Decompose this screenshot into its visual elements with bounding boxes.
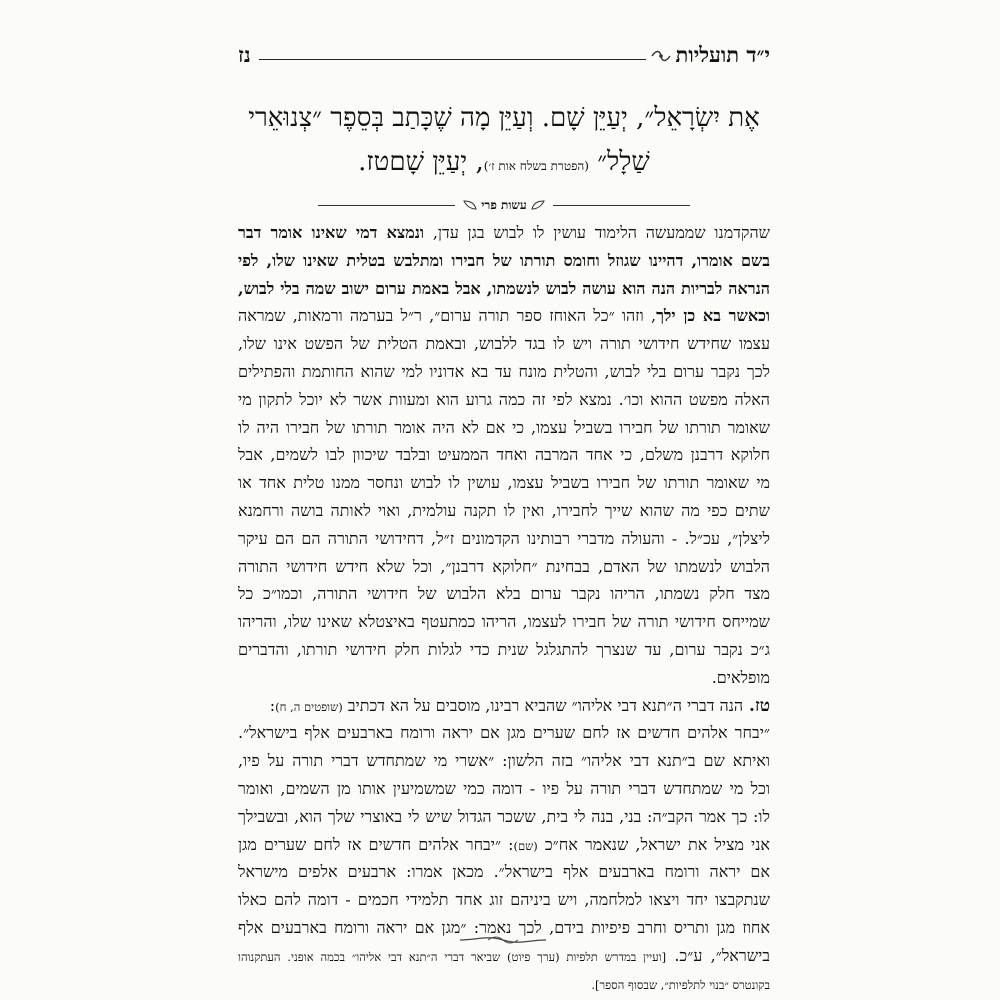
text-line (238, 858, 770, 886)
text-line (238, 692, 770, 720)
divider-rule-left (318, 205, 455, 206)
divider-label: עשות פרי (481, 197, 527, 212)
text-line (238, 608, 770, 636)
text-line (238, 664, 770, 692)
text-segment: שתים כפי מה שהוא שייך לחבירו, ואין לו תקנה עולמית, ואוי לאותה בושה ורחמנא (238, 500, 770, 520)
text-segment: בישראל״, ע״כ. (666, 945, 770, 965)
text-line (238, 886, 770, 914)
text-line (238, 553, 770, 581)
bottom-ornament-icon (458, 933, 548, 947)
text-segment: ג״כ נקבר ערום, עד שנצרך להתגלגל שנית כדי לגלות חלק חידושי תורתו, והדברים (238, 639, 770, 659)
text-segment: ונמצא דמי שאינו אומר דבר (238, 223, 425, 242)
text-segment: אם יראה ורומח בארבעים אלף בישראל״. מכאן אמרו: ארבעים אלפים מישראל (238, 862, 770, 882)
text-segment: שהקדמנו שממעשה הלימוד עושין לו לבוש בגן עדן, (424, 223, 770, 242)
text-line (238, 719, 770, 747)
text-line (238, 525, 770, 553)
text-line (238, 831, 770, 859)
text-segment: וכל מי שמתחדש דברי תורה על פיו - דומה כמי שמשמיעין אותו מן השמים, ואומר (238, 778, 770, 798)
text-segment: עצמו שחידש חידושי תורה ויש לו בגד ללבוש, ובאמת הטלית של הפשט אינו שלו, (238, 334, 770, 354)
text-line (238, 970, 770, 998)
source-reference: [ועיין במדרש תלפיות (ערך פיוט) שביאר דברי ה״תנא דבי אליהו״ בכמה אופני. העתקנוהו (238, 949, 667, 964)
text-segment: לו: כך אמר הקב״ה: בני, בנה לי בית, ששכר הגדול שיש לי באוצרי שלך הוא, ובשבילך (238, 806, 770, 826)
quote-source-reference: (הפטרת בשלח אות ז׳) (483, 159, 589, 173)
quote-line-1: אֶת יִשְׂרָאֵל״, יְעַיֵּן שָׁם. וְעַיֵּן מָה שֶׁכָּתַב בְּסֵפֶר ״צְנוּאֵרי (248, 103, 760, 133)
text-segment: האלה מפשט ההוא וכו׳. נמצא לפי זה כמה גרוע הוא ומעוות אשר לא יוכל לתקון מי (238, 389, 770, 409)
text-segment: הנראה לבריות הנה הוא עושה לבוש לנשמתו, אבל באמת ערום ישוב שמה בלי לבוש, (238, 278, 770, 298)
quote-line-2-main: שַׁלָל״ (597, 147, 650, 177)
divider-rule-right (553, 205, 690, 206)
text-segment: הנה דברי ה״תנא דבי אליהו״ שהביא רבינו, מוסבים על הא דכתיב (342, 695, 744, 715)
section-number: טז. (743, 695, 770, 716)
section-divider (318, 196, 690, 214)
text-line (238, 414, 770, 442)
text-line (238, 803, 770, 831)
running-header (238, 38, 770, 68)
quote-line-2 (238, 140, 770, 188)
text-segment: מופלאים. (711, 667, 770, 687)
text-line (238, 219, 770, 247)
text-line (238, 636, 770, 664)
text-line (238, 747, 770, 775)
text-segment: ליצלן״, עכ״ל. - והעולה מדברי רבותינו הקדמונים ז״ל, דחידושי התורה הם הם עיקר (238, 528, 770, 548)
text-line (238, 580, 770, 608)
text-segment: וכאשר בא כן ילך (656, 306, 770, 326)
text-segment: הלבוש לנשמתו של האדם, בבחינת ״חלוקא דרבנן״, וכל שלא חידש חידושי התורה (238, 556, 770, 576)
text-segment: שמייחס חידושי תורה של חבירו לעצמו, הריהו כמתעטף באיצטלא שאינו שלו, והריהו (238, 612, 770, 632)
divider-label-group (455, 198, 552, 213)
text-line (238, 775, 770, 803)
text-line (238, 302, 770, 330)
text-line (238, 469, 770, 497)
header-title: י״ד תועליות (675, 42, 770, 67)
text-segment: שנתקבצו יחד ויצאו למלחמה, ויש ביניהם זוג אחד תלמידי חכמים - דומה להם כאלו (238, 890, 770, 910)
text-segment: בשם אומרו, דהיינו שגוזל וחומס תורתו של חבירו ומתלבש בטלית שאינו שלו, לפי (238, 250, 770, 270)
fleuron-icon (650, 48, 672, 64)
text-line (238, 386, 770, 414)
source-reference: (שופטים ה, ח) (275, 699, 343, 714)
text-segment: לכך נקבר ערום בלי לבוש, והטלית מונח עד בא אדוניו למי שהוא החותמת והפתילים (238, 361, 770, 381)
body-text (238, 219, 770, 997)
leaf-ornament-icon (463, 200, 477, 210)
leaf-ornament-icon (531, 200, 545, 210)
source-reference: בקונטרס ״בנוי לתלפיות״, שבסוף הספר]. (591, 977, 770, 992)
text-segment: חלוקא דרבנן משלם, כי אחד המרבה ואחד הממעיט ובלבד שיכוון לבו לשמים, אבל (238, 445, 770, 465)
text-segment: שאומר תורתו של חבירו בשביל עצמו, כי אם לא היה אומר תורתו של חבירו היה לו (238, 417, 770, 437)
text-segment: ואיתא שם ב״תנא דבי אליהו״ בזה הלשון: ״אשרי מי שמתחדש דברי תורה על פיו, (238, 751, 770, 771)
text-line (238, 497, 770, 525)
text-line (238, 275, 770, 303)
header-rule (259, 59, 646, 60)
text-segment: אני מציל את ישראל, שנאמר אח״כ (537, 834, 770, 854)
source-reference: (שם) (513, 838, 538, 853)
page-number: נז (238, 42, 251, 67)
text-segment: מי שאומר תורתו של חבירו בשביל עצמו, עושין לו לבוש ונחסר ממנו טלית אחד או (238, 473, 770, 493)
text-segment: , וזהו ״כל האוחז ספר תורה ערום״, ר״ל בערמה ורמאות, שמראה (238, 306, 657, 326)
text-segment: : (269, 695, 276, 715)
text-line (238, 247, 770, 275)
text-segment: מצד חלק נשמתו, הריהו נקבר ערום בלא הלבוש של חידושי התורה, וכמו״כ כל (238, 584, 770, 604)
text-line (238, 441, 770, 469)
text-line (238, 330, 770, 358)
text-segment: ״יבחר אלהים חדשים אז לחם שערים מגן אם יראה ורומח בארבעים אלף בישראל״. (238, 723, 770, 743)
text-segment: אחוז מגן ותריס וחרב פיפיות בידם, לכך נאמר: ״מגן אם יראה ורומח בארבעים אלף (238, 917, 770, 937)
text-segment: : ״יבחר אלהים חדשים אז לחם שערים מגן (238, 834, 514, 854)
vocalized-quote (238, 96, 770, 188)
quote-line-2-end: , יְעַיֵּן שָׁםטז. (358, 147, 484, 177)
text-line (238, 358, 770, 386)
